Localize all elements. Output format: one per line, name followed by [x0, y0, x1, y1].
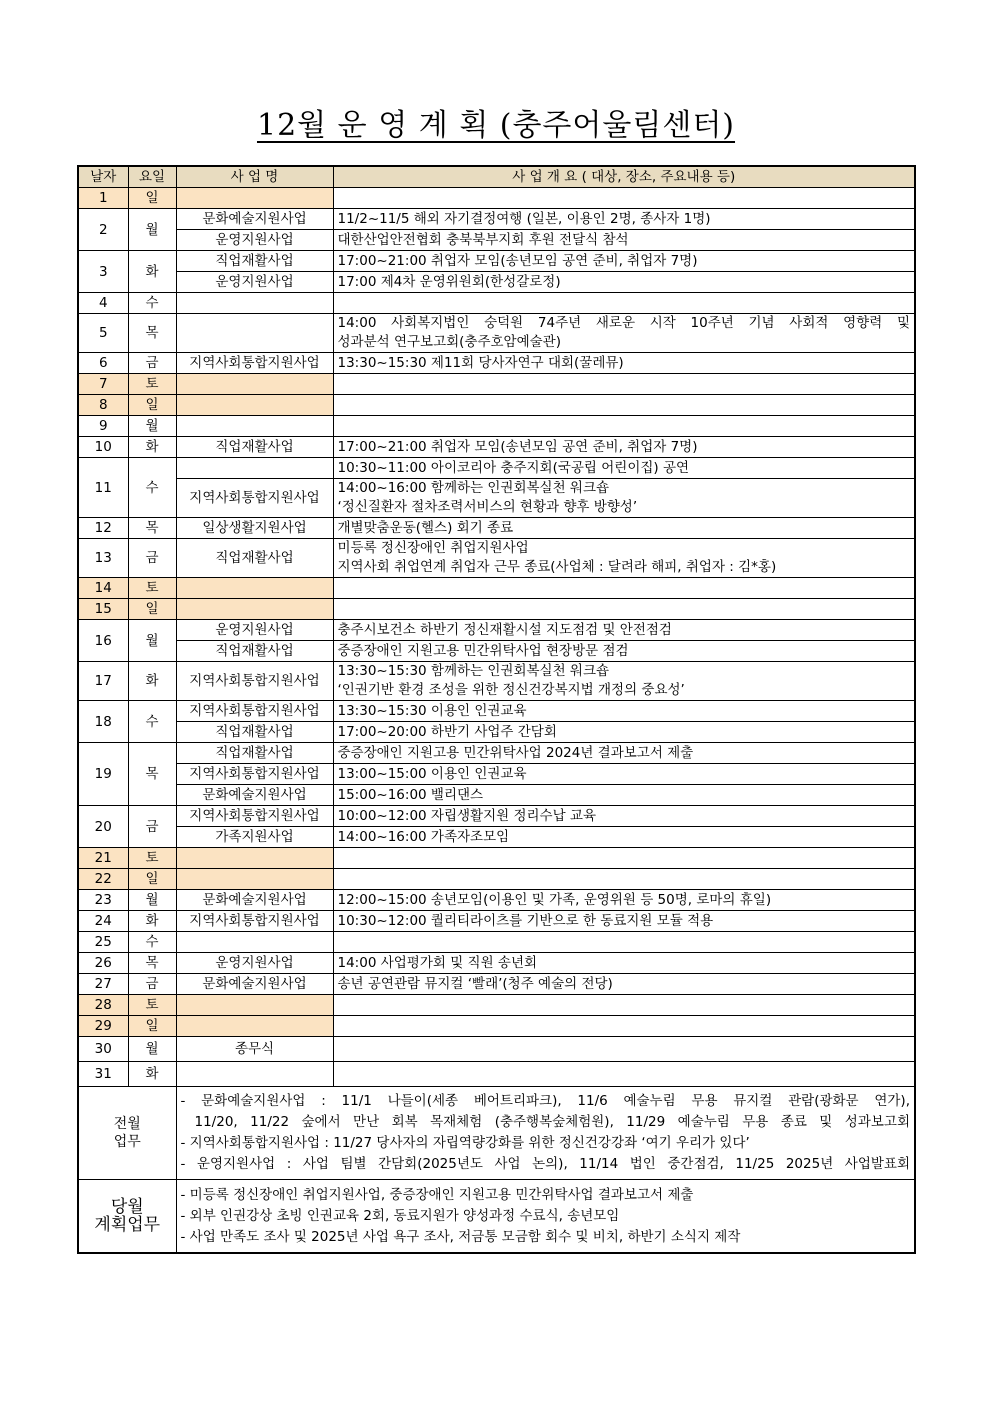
prev-month-row	[78, 1087, 915, 1180]
program-cell: 문화예술지원사업	[176, 209, 333, 230]
day-cell: 화	[128, 662, 176, 701]
date-cell: 10	[78, 437, 128, 458]
program-cell	[176, 395, 333, 416]
summary-line: ‘정신질환자 절차조력서비스의 현황과 향후 방향성’	[337, 499, 638, 515]
this-month-line: - 외부 인권강상 초빙 인권교육 2회, 동료지원가 양성과정 수료식, 송년모임	[180, 1207, 620, 1224]
program-cell: 직업재활사업	[176, 743, 333, 764]
program-cell: 지역사회통합지원사업	[176, 353, 333, 374]
table-row	[78, 806, 915, 827]
table-row	[78, 641, 915, 662]
summary-line: 미등록 정신장애인 취업지원사업	[337, 540, 529, 556]
table-row	[78, 827, 915, 848]
program-cell	[176, 848, 333, 869]
summary-cell	[333, 293, 915, 314]
day-cell: 수	[128, 293, 176, 314]
summary-cell: 대한산업안전협회 충북북부지회 후원 전달식 참석	[333, 230, 915, 251]
table-row	[78, 701, 915, 722]
program-cell	[176, 188, 333, 209]
summary-cell	[333, 479, 915, 518]
date-cell: 6	[78, 353, 128, 374]
date-cell: 19	[78, 743, 128, 806]
summary-cell: 17:00~21:00 취업자 모임(송년모임 공연 준비, 취업자 7명)	[333, 437, 915, 458]
program-cell: 일상생활지원사업	[176, 518, 333, 539]
program-cell: 운영지원사업	[176, 272, 333, 293]
program-cell: 지역사회통합지원사업	[176, 662, 333, 701]
prev-month-label-line: 업무	[113, 1134, 141, 1150]
program-cell: 직업재활사업	[176, 437, 333, 458]
summary-line: 14:00~16:00 함께하는 인권회복실천 워크숍	[337, 480, 610, 496]
table-header-row	[78, 166, 915, 188]
program-cell: 직업재활사업	[176, 722, 333, 743]
day-cell: 목	[128, 518, 176, 539]
summary-cell: 중증장애인 지원고용 민간위탁사업 현장방문 점검	[333, 641, 915, 662]
day-cell: 금	[128, 974, 176, 995]
summary-cell	[333, 1062, 915, 1087]
table-row	[78, 722, 915, 743]
table-row	[78, 932, 915, 953]
date-cell: 27	[78, 974, 128, 995]
prev-month-line: 11/20, 11/22 숲에서 만난 회복 목재체험 (충주행복숲체험원), 11/29 예술누림 무용 종료 및 성과보고회	[194, 1114, 910, 1130]
table-row	[78, 353, 915, 374]
header-program: 사 업 명	[176, 166, 333, 188]
date-cell: 4	[78, 293, 128, 314]
prev-month-line: - 지역사회통합지원사업 : 11/27 당사자의 자립역량강화를 위한 정신건강강좌 ‘여기 우리가 있다’	[180, 1135, 750, 1151]
program-cell: 지역사회통합지원사업	[176, 701, 333, 722]
date-cell: 2	[78, 209, 128, 251]
summary-cell	[333, 662, 915, 701]
prev-month-label	[78, 1087, 176, 1180]
day-cell: 토	[128, 578, 176, 599]
table-row	[78, 743, 915, 764]
program-cell	[176, 416, 333, 437]
table-row	[78, 911, 915, 932]
program-cell: 지역사회통합지원사업	[176, 806, 333, 827]
program-cell: 운영지원사업	[176, 620, 333, 641]
date-cell: 26	[78, 953, 128, 974]
table-row	[78, 539, 915, 578]
table-row	[78, 995, 915, 1016]
program-cell	[176, 599, 333, 620]
table-row	[78, 1037, 915, 1062]
summary-cell	[333, 395, 915, 416]
summary-cell: 10:00~12:00 자립생활지원 정리수납 교육	[333, 806, 915, 827]
summary-line: ‘인권기반 환경 조성을 위한 정신건강복지법 개정의 중요성’	[337, 682, 685, 698]
table-row	[78, 230, 915, 251]
program-cell: 직업재활사업	[176, 641, 333, 662]
date-cell: 3	[78, 251, 128, 293]
day-cell: 토	[128, 995, 176, 1016]
program-cell: 문화예술지원사업	[176, 890, 333, 911]
day-cell: 금	[128, 353, 176, 374]
table-row	[78, 518, 915, 539]
summary-cell: 17:00 제4차 운영위원회(한성갈로정)	[333, 272, 915, 293]
table-row	[78, 620, 915, 641]
date-cell: 5	[78, 314, 128, 353]
date-cell: 23	[78, 890, 128, 911]
day-cell: 목	[128, 314, 176, 353]
page-title: 12월 운 영 계 획 (충주어울림센터)	[256, 108, 736, 143]
summary-cell	[333, 314, 915, 353]
day-cell: 일	[128, 869, 176, 890]
prev-month-content	[176, 1087, 915, 1180]
table-row	[78, 458, 915, 479]
day-cell: 월	[128, 209, 176, 251]
table-row	[78, 890, 915, 911]
summary-cell: 14:00 사업평가회 및 직원 송년회	[333, 953, 915, 974]
table-row	[78, 437, 915, 458]
program-cell	[176, 458, 333, 479]
header-date: 날자	[78, 166, 128, 188]
summary-cell: 중증장애인 지원고용 민간위탁사업 2024년 결과보고서 제출	[333, 743, 915, 764]
day-cell: 일	[128, 1016, 176, 1037]
table-row	[78, 374, 915, 395]
this-month-line: - 미등록 정신장애인 취업지원사업, 중증장애인 지원고용 민간위탁사업 결과보고서 제출	[180, 1186, 694, 1203]
program-cell: 직업재활사업	[176, 539, 333, 578]
day-cell: 일	[128, 395, 176, 416]
day-cell: 월	[128, 416, 176, 437]
prev-month-line: - 운영지원사업 : 사업 팀별 간담회(2025년도 사업 논의), 11/14 법인 중간점검, 11/25 2025년 사업발표회	[180, 1156, 910, 1172]
day-cell: 일	[128, 188, 176, 209]
summary-cell: 15:00~16:00 밸리댄스	[333, 785, 915, 806]
day-cell: 토	[128, 848, 176, 869]
date-cell: 22	[78, 869, 128, 890]
day-cell: 월	[128, 620, 176, 662]
summary-cell: 13:30~15:30 제11회 당사자연구 대회(꿀레뮤)	[333, 353, 915, 374]
day-cell: 수	[128, 932, 176, 953]
this-month-label-line: 계획업무	[94, 1215, 161, 1235]
date-cell: 28	[78, 995, 128, 1016]
table-row	[78, 1062, 915, 1087]
summary-cell: 14:00~16:00 가족자조모임	[333, 827, 915, 848]
summary-cell: 12:00~15:00 송년모임(이용인 및 가족, 운영위원 등 50명, 로마의 휴일)	[333, 890, 915, 911]
day-cell: 월	[128, 890, 176, 911]
date-cell: 20	[78, 806, 128, 848]
table-row	[78, 848, 915, 869]
summary-cell	[333, 1037, 915, 1062]
this-month-row	[78, 1180, 915, 1254]
program-cell: 종무식	[176, 1037, 333, 1062]
day-cell: 화	[128, 1062, 176, 1087]
program-cell: 문화예술지원사업	[176, 974, 333, 995]
prev-month-label-line: 전월	[113, 1116, 141, 1132]
day-cell: 토	[128, 374, 176, 395]
this-month-content	[176, 1180, 915, 1254]
date-cell: 25	[78, 932, 128, 953]
program-cell: 운영지원사업	[176, 230, 333, 251]
summary-cell	[333, 539, 915, 578]
day-cell: 화	[128, 251, 176, 293]
summary-cell	[333, 188, 915, 209]
summary-cell	[333, 1016, 915, 1037]
date-cell: 13	[78, 539, 128, 578]
summary-cell	[333, 848, 915, 869]
table-row	[78, 599, 915, 620]
summary-cell	[333, 599, 915, 620]
table-row	[78, 869, 915, 890]
table-row	[78, 293, 915, 314]
summary-cell: 10:30~11:00 아이코리아 충주지회(국공립 어린이집) 공연	[333, 458, 915, 479]
program-cell	[176, 578, 333, 599]
date-cell: 12	[78, 518, 128, 539]
summary-cell: 17:00~21:00 취업자 모임(송년모임 공연 준비, 취업자 7명)	[333, 251, 915, 272]
day-cell: 수	[128, 701, 176, 743]
date-cell: 15	[78, 599, 128, 620]
table-row	[78, 662, 915, 701]
program-cell	[176, 1016, 333, 1037]
table-row	[78, 314, 915, 353]
date-cell: 1	[78, 188, 128, 209]
program-cell: 지역사회통합지원사업	[176, 764, 333, 785]
program-cell	[176, 869, 333, 890]
summary-cell: 13:30~15:30 이용인 인권교육	[333, 701, 915, 722]
date-cell: 29	[78, 1016, 128, 1037]
date-cell: 9	[78, 416, 128, 437]
table-row	[78, 272, 915, 293]
table-row	[78, 416, 915, 437]
summary-cell: 17:00~20:00 하반기 사업주 간담회	[333, 722, 915, 743]
date-cell: 30	[78, 1037, 128, 1062]
program-cell	[176, 1062, 333, 1087]
program-cell: 가족지원사업	[176, 827, 333, 848]
summary-cell	[333, 416, 915, 437]
program-cell: 직업재활사업	[176, 251, 333, 272]
summary-cell: 개별맞춤운동(헬스) 회기 종료	[333, 518, 915, 539]
program-cell	[176, 995, 333, 1016]
table-row	[78, 188, 915, 209]
program-cell	[176, 932, 333, 953]
header-summary: 사 업 개 요 ( 대상, 장소, 주요내용 등)	[333, 166, 915, 188]
table-row	[78, 251, 915, 272]
header-day: 요일	[128, 166, 176, 188]
table-row	[78, 578, 915, 599]
day-cell: 수	[128, 458, 176, 518]
date-cell: 14	[78, 578, 128, 599]
summary-cell	[333, 374, 915, 395]
program-cell: 문화예술지원사업	[176, 785, 333, 806]
table-row	[78, 395, 915, 416]
date-cell: 24	[78, 911, 128, 932]
day-cell: 금	[128, 539, 176, 578]
day-cell: 목	[128, 953, 176, 974]
day-cell: 일	[128, 599, 176, 620]
prev-month-line: - 문화예술지원사업 : 11/1 나들이(세종 베어트리파크), 11/6 예술누림 무용 뮤지컬 관람(광화문 연가),	[180, 1093, 910, 1109]
summary-cell	[333, 869, 915, 890]
day-cell: 화	[128, 911, 176, 932]
day-cell: 금	[128, 806, 176, 848]
date-cell: 11	[78, 458, 128, 518]
date-cell: 31	[78, 1062, 128, 1087]
summary-cell	[333, 932, 915, 953]
day-cell: 목	[128, 743, 176, 806]
table-row	[78, 785, 915, 806]
table-row	[78, 479, 915, 518]
summary-cell: 10:30~12:00 퀄리티라이츠를 기반으로 한 동료지원 모듈 적용	[333, 911, 915, 932]
program-cell	[176, 374, 333, 395]
table-row	[78, 1016, 915, 1037]
date-cell: 7	[78, 374, 128, 395]
summary-cell: 13:00~15:00 이용인 인권교육	[333, 764, 915, 785]
schedule-table	[77, 165, 916, 1254]
program-cell: 지역사회통합지원사업	[176, 911, 333, 932]
program-cell	[176, 293, 333, 314]
date-cell: 17	[78, 662, 128, 701]
table-row	[78, 953, 915, 974]
table-row	[78, 209, 915, 230]
program-cell	[176, 314, 333, 353]
table-row	[78, 974, 915, 995]
date-cell: 21	[78, 848, 128, 869]
this-month-label	[78, 1180, 176, 1254]
day-cell: 월	[128, 1037, 176, 1062]
summary-line: 지역사회 취업연계 취업자 근무 종료(사업체 : 달려라 해피, 취업자 : 김*홍)	[337, 559, 777, 575]
date-cell: 8	[78, 395, 128, 416]
summary-cell	[333, 995, 915, 1016]
summary-line: 14:00 사회복지법인 숭덕원 74주년 새로운 시작 10주년 기념 사회적 영향력 및	[337, 315, 910, 331]
summary-cell	[333, 578, 915, 599]
day-cell: 화	[128, 437, 176, 458]
summary-cell: 충주시보건소 하반기 정신재활시설 지도점검 및 안전점검	[333, 620, 915, 641]
summary-cell: 송년 공연관람 뮤지컬 ‘빨래’(청주 예술의 전당)	[333, 974, 915, 995]
this-month-line: - 사업 만족도 조사 및 2025년 사업 욕구 조사, 저금통 모금함 회수 및 비치, 하반기 소식지 제작	[180, 1228, 741, 1245]
summary-line: 성과분석 연구보고회(충주호암예술관)	[337, 334, 561, 350]
summary-line: 13:30~15:30 함께하는 인권회복실천 워크숍	[337, 663, 610, 679]
this-month-label-line: 당월	[110, 1197, 144, 1217]
program-cell: 운영지원사업	[176, 953, 333, 974]
date-cell: 18	[78, 701, 128, 743]
table-row	[78, 764, 915, 785]
program-cell: 지역사회통합지원사업	[176, 479, 333, 518]
date-cell: 16	[78, 620, 128, 662]
summary-cell: 11/2~11/5 해외 자기결정여행 (일본, 이용인 2명, 종사자 1명)	[333, 209, 915, 230]
